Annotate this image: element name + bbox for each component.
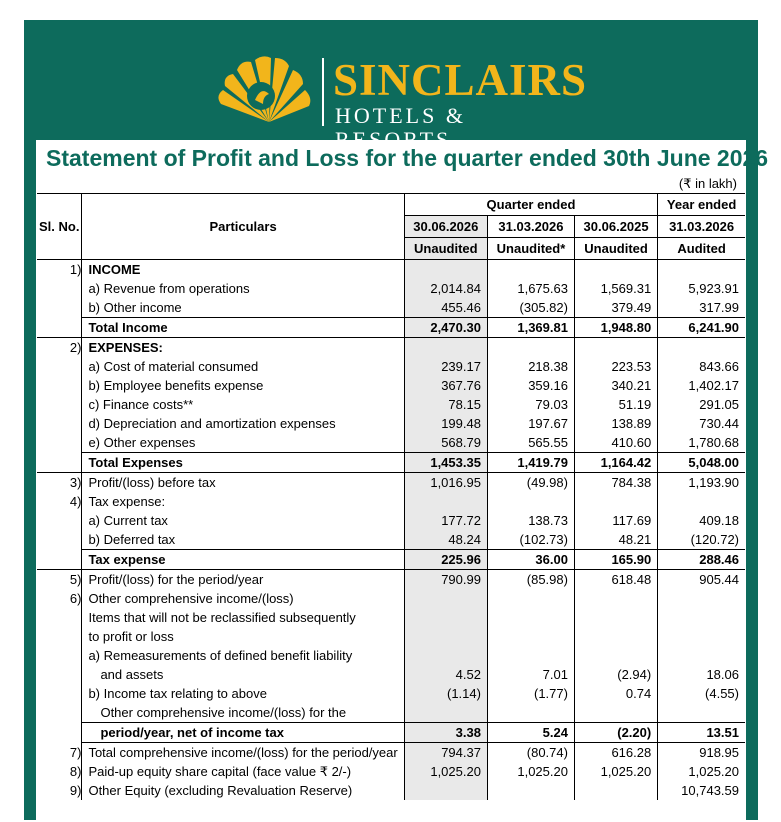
value-cell: 340.21 (574, 376, 657, 395)
financial-table (37, 193, 745, 800)
value-cell: 0.74 (574, 684, 657, 703)
table-row (37, 298, 745, 318)
particular-cell: to profit or loss (82, 627, 404, 646)
table-row (37, 279, 745, 298)
table-row (37, 723, 745, 743)
value-cell: (102.73) (487, 530, 574, 550)
value-cell (658, 338, 745, 358)
sl-cell (37, 298, 82, 318)
value-cell: 790.99 (404, 570, 487, 590)
sl-cell (37, 433, 82, 453)
table-row (37, 338, 745, 358)
particular-cell: Total Expenses (82, 453, 404, 473)
sl-cell: 2) (69, 340, 82, 355)
value-cell (574, 589, 657, 608)
value-cell (404, 627, 487, 646)
table-row (37, 703, 745, 723)
value-cell: 1,948.80 (574, 318, 657, 338)
value-cell: 918.95 (658, 743, 745, 763)
value-cell: 199.48 (404, 414, 487, 433)
value-cell: (1.14) (404, 684, 487, 703)
particular-cell: Profit/(loss) for the period/year (82, 570, 404, 590)
value-cell: 138.73 (487, 511, 574, 530)
value-cell: 1,025.20 (487, 762, 574, 781)
value-cell: (305.82) (487, 298, 574, 318)
particular-cell: b) Other income (82, 298, 404, 318)
value-cell: 1,453.35 (404, 453, 487, 473)
sl-cell: 3) (69, 475, 82, 490)
value-cell: 568.79 (404, 433, 487, 453)
value-cell: (49.98) (487, 473, 574, 493)
table-row (37, 395, 745, 414)
particular-cell: a) Revenue from operations (82, 279, 404, 298)
sl-cell: 8) (69, 764, 82, 779)
value-cell: (2.94) (574, 665, 657, 684)
sl-cell (37, 550, 82, 570)
value-cell: 13.51 (658, 723, 745, 743)
sl-cell (37, 665, 82, 684)
value-cell: 117.69 (574, 511, 657, 530)
value-cell: 3.38 (404, 723, 487, 743)
sl-cell (37, 511, 82, 530)
value-cell: 18.06 (658, 665, 745, 684)
value-cell: 78.15 (404, 395, 487, 414)
table-row (37, 743, 745, 763)
value-cell: 794.37 (404, 743, 487, 763)
statement-title: Statement of Profit and Loss for the quarter ended 30th June 2026 (46, 145, 769, 171)
particular-cell: Other comprehensive income/(loss) (82, 589, 404, 608)
sl-cell: 1) (69, 262, 82, 277)
table-row (37, 550, 745, 570)
table-row (37, 414, 745, 433)
sl-cell: 9) (69, 783, 82, 798)
value-cell: 5,923.91 (658, 279, 745, 298)
sl-cell (37, 684, 82, 703)
particular-cell: d) Depreciation and amortization expenses (82, 414, 404, 433)
value-cell (404, 589, 487, 608)
value-cell (487, 260, 574, 280)
value-cell: 4.52 (404, 665, 487, 684)
value-cell: 455.46 (404, 298, 487, 318)
table-row (37, 357, 745, 376)
value-cell (658, 703, 745, 723)
value-cell: 239.17 (404, 357, 487, 376)
value-cell: (80.74) (487, 743, 574, 763)
table-row (37, 318, 745, 338)
value-cell: 730.44 (658, 414, 745, 433)
table-row (37, 570, 745, 590)
table-row (37, 646, 745, 665)
value-cell: 79.03 (487, 395, 574, 414)
value-cell: 218.38 (487, 357, 574, 376)
sl-cell (37, 646, 82, 665)
sl-cell (37, 414, 82, 433)
value-cell: 10,743.59 (658, 781, 745, 800)
value-cell: (120.72) (658, 530, 745, 550)
particular-cell: a) Current tax (82, 511, 404, 530)
value-cell (487, 646, 574, 665)
particular-cell: Other Equity (excluding Revaluation Reserve) (82, 781, 404, 800)
table-row (37, 781, 745, 800)
year-ended-header: Year ended (658, 194, 745, 216)
sl-cell (37, 453, 82, 473)
value-cell: 197.67 (487, 414, 574, 433)
date-header: 30.06.2026 (404, 216, 487, 238)
sl-cell (37, 395, 82, 414)
value-cell: (2.20) (574, 723, 657, 743)
particular-cell: Total comprehensive income/(loss) for the period/year (82, 743, 404, 763)
value-cell: 1,025.20 (658, 762, 745, 781)
value-cell: 367.76 (404, 376, 487, 395)
value-cell: 48.24 (404, 530, 487, 550)
date-header: 31.03.2026 (487, 216, 574, 238)
value-cell: 618.48 (574, 570, 657, 590)
value-cell: 1,369.81 (487, 318, 574, 338)
value-cell: 1,016.95 (404, 473, 487, 493)
audit-status-header: Unaudited* (487, 238, 574, 260)
particular-cell: c) Finance costs** (82, 395, 404, 414)
audit-status-header: Audited (658, 238, 745, 260)
sl-cell: 5) (69, 572, 82, 587)
particular-cell: Tax expense (82, 550, 404, 570)
value-cell (404, 646, 487, 665)
value-cell: 223.53 (574, 357, 657, 376)
quarter-ended-header: Quarter ended (404, 194, 657, 216)
shell-logo-icon (211, 52, 321, 132)
table-row (37, 684, 745, 703)
sl-cell (37, 703, 82, 723)
table-row (37, 376, 745, 395)
particular-cell: and assets (82, 665, 404, 684)
value-cell (487, 338, 574, 358)
value-cell (487, 703, 574, 723)
value-cell (487, 608, 574, 627)
value-cell: 225.96 (404, 550, 487, 570)
value-cell (404, 703, 487, 723)
sl-cell (37, 723, 82, 743)
particular-cell: Tax expense: (82, 492, 404, 511)
value-cell: 48.21 (574, 530, 657, 550)
particular-cell: Paid-up equity share capital (face value ₹ 2/-) (82, 762, 404, 781)
brand-divider (322, 58, 324, 126)
value-cell: 2,470.30 (404, 318, 487, 338)
value-cell: 1,780.68 (658, 433, 745, 453)
value-cell: 1,164.42 (574, 453, 657, 473)
value-cell: 1,025.20 (404, 762, 487, 781)
value-cell: 288.46 (658, 550, 745, 570)
sl-cell: 7) (69, 744, 82, 760)
value-cell (658, 646, 745, 665)
value-cell (574, 703, 657, 723)
sl-cell (37, 376, 82, 395)
value-cell: 6,241.90 (658, 318, 745, 338)
value-cell (574, 338, 657, 358)
brand-header (36, 32, 746, 152)
value-cell: 1,025.20 (574, 762, 657, 781)
value-cell (658, 492, 745, 511)
value-cell: (1.77) (487, 684, 574, 703)
value-cell (487, 627, 574, 646)
value-cell: 1,419.79 (487, 453, 574, 473)
value-cell: 410.60 (574, 433, 657, 453)
value-cell: 565.55 (487, 433, 574, 453)
value-cell: 359.16 (487, 376, 574, 395)
sl-cell: 6) (69, 591, 82, 606)
value-cell: 1,569.31 (574, 279, 657, 298)
particular-cell: a) Remeasurements of defined benefit liability (82, 646, 404, 665)
value-cell (658, 608, 745, 627)
sl-cell (37, 279, 82, 298)
audit-status-header: Unaudited (574, 238, 657, 260)
sl-cell (37, 530, 82, 550)
value-cell: 379.49 (574, 298, 657, 318)
value-cell: 784.38 (574, 473, 657, 493)
value-cell: 7.01 (487, 665, 574, 684)
particular-cell: INCOME (82, 260, 404, 280)
brand-name: SINCLAIRS (333, 55, 588, 105)
value-cell (574, 627, 657, 646)
particular-cell: EXPENSES: (82, 338, 404, 358)
value-cell: 409.18 (658, 511, 745, 530)
value-cell (658, 260, 745, 280)
table-row (37, 453, 745, 473)
table-row (37, 762, 745, 781)
value-cell (574, 260, 657, 280)
sl-cell (37, 318, 82, 338)
value-cell (404, 338, 487, 358)
value-cell: 2,014.84 (404, 279, 487, 298)
value-cell (487, 781, 574, 800)
particulars-header: Particulars (82, 194, 404, 260)
sl-cell (37, 627, 82, 646)
table-row (37, 511, 745, 530)
value-cell: 616.28 (574, 743, 657, 763)
table-row (37, 608, 745, 627)
date-header: 31.03.2026 (658, 216, 745, 238)
table-row (37, 627, 745, 646)
particular-cell: Total Income (82, 318, 404, 338)
value-cell (404, 492, 487, 511)
sl-cell: 4) (69, 494, 82, 509)
value-cell (487, 589, 574, 608)
value-cell: 317.99 (658, 298, 745, 318)
value-cell (404, 781, 487, 800)
particular-cell: Profit/(loss) before tax (82, 473, 404, 493)
unit-note: (₹ in lakh) (678, 176, 737, 191)
value-cell: 177.72 (404, 511, 487, 530)
value-cell: 291.05 (658, 395, 745, 414)
particular-cell: b) Deferred tax (82, 530, 404, 550)
sl-cell (37, 608, 82, 627)
value-cell: 165.90 (574, 550, 657, 570)
value-cell: 138.89 (574, 414, 657, 433)
particular-cell: period/year, net of income tax (82, 723, 404, 743)
value-cell (574, 646, 657, 665)
table-row (37, 530, 745, 550)
value-cell: (4.55) (658, 684, 745, 703)
value-cell: 36.00 (487, 550, 574, 570)
value-cell: 5,048.00 (658, 453, 745, 473)
value-cell: 1,402.17 (658, 376, 745, 395)
value-cell: 51.19 (574, 395, 657, 414)
table-row (37, 492, 745, 511)
brand-logo (211, 52, 588, 152)
table-row (37, 473, 745, 493)
particular-cell: b) Employee benefits expense (82, 376, 404, 395)
value-cell (574, 492, 657, 511)
particular-cell: Items that will not be reclassified subsequently (82, 608, 404, 627)
table-row (37, 665, 745, 684)
particular-cell: b) Income tax relating to above (82, 684, 404, 703)
value-cell: 1,193.90 (658, 473, 745, 493)
table-row (37, 260, 745, 280)
particular-cell: Other comprehensive income/(loss) for the (82, 703, 404, 723)
brand-tagline: HOTELS & RESORTS (335, 103, 466, 152)
value-cell (487, 492, 574, 511)
value-cell (404, 608, 487, 627)
sl-no-header: Sl. No. (37, 194, 82, 260)
value-cell (658, 627, 745, 646)
value-cell (574, 781, 657, 800)
value-cell: 843.66 (658, 357, 745, 376)
value-cell: (85.98) (487, 570, 574, 590)
particular-cell: e) Other expenses (82, 433, 404, 453)
value-cell: 1,675.63 (487, 279, 574, 298)
audit-status-header: Unaudited (404, 238, 487, 260)
value-cell: 5.24 (487, 723, 574, 743)
sl-cell (37, 357, 82, 376)
table-row (37, 589, 745, 608)
value-cell: 905.44 (658, 570, 745, 590)
date-header: 30.06.2025 (574, 216, 657, 238)
value-cell (658, 589, 745, 608)
particular-cell: a) Cost of material consumed (82, 357, 404, 376)
value-cell (404, 260, 487, 280)
table-row (37, 433, 745, 453)
value-cell (574, 608, 657, 627)
